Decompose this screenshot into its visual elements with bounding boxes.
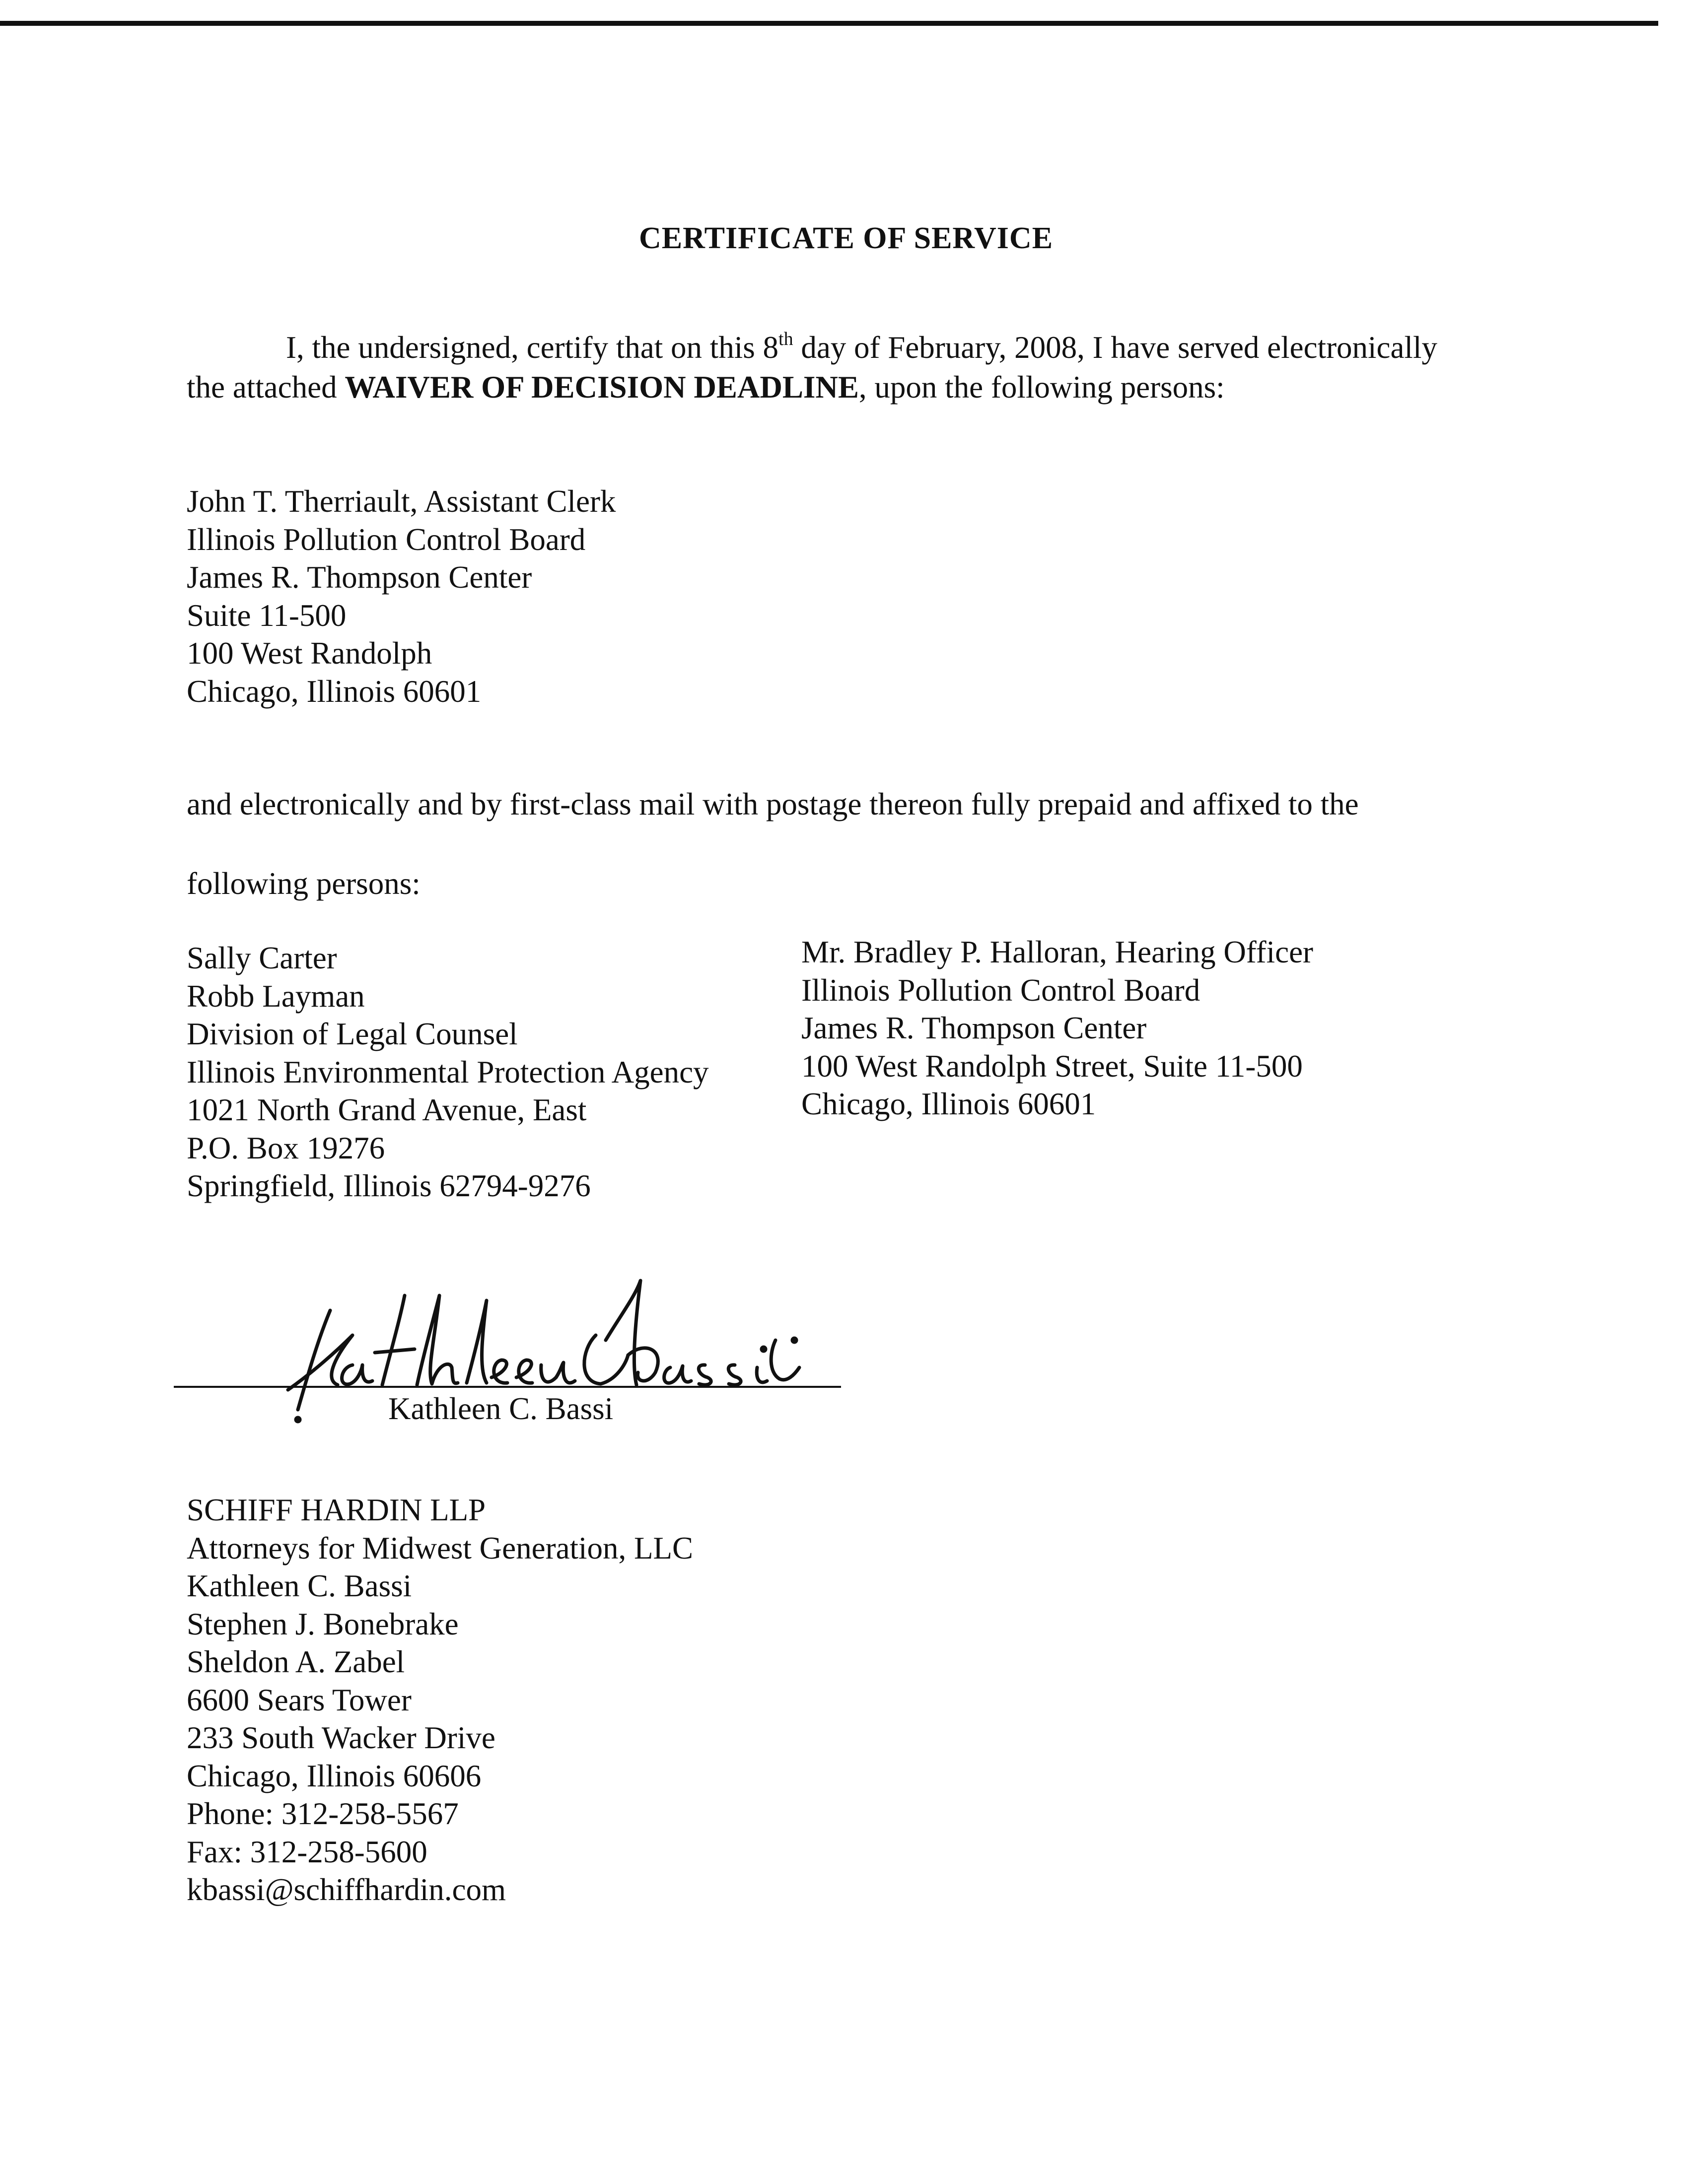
firm-line: Stephen J. Bonebrake [187, 1606, 459, 1641]
address-line: Chicago, Illinois 60601 [801, 1087, 1096, 1121]
firm-fax: Fax: 312-258-5600 [187, 1834, 427, 1869]
address-line: Suite 11-500 [187, 598, 347, 633]
signer-printed-name: Kathleen C. Bassi [388, 1391, 614, 1426]
firm-email: kbassi@schiffhardin.com [187, 1872, 506, 1907]
signature-line [174, 1386, 841, 1388]
address-line: 100 West Randolph [187, 636, 432, 671]
firm-line: Attorneys for Midwest Generation, LLC [187, 1530, 694, 1566]
firm-line: SCHIFF HARDIN LLP [187, 1493, 486, 1527]
intro-paragraph [187, 328, 1478, 407]
intro-superscript: th [778, 329, 793, 349]
address-line: Illinois Pollution Control Board [187, 522, 586, 557]
address-line: Springfield, Illinois 62794-9276 [187, 1168, 591, 1203]
left-recipient-address [187, 939, 709, 1205]
address-line: Division of Legal Counsel [187, 1017, 518, 1051]
intro-indent [187, 330, 286, 365]
firm-phone: Phone: 312-258-5567 [187, 1796, 459, 1831]
firm-line: 233 South Wacker Drive [187, 1720, 495, 1755]
address-line: James R. Thompson Center [187, 560, 532, 595]
top-rule [0, 21, 1658, 26]
address-line: Illinois Environmental Protection Agency [187, 1054, 709, 1090]
intro-part1: I, the undersigned, certify that on this 8 [286, 330, 779, 365]
first-recipient-address [187, 482, 616, 710]
document-name: WAIVER OF DECISION DEADLINE [345, 370, 859, 405]
firm-signature-block [187, 1491, 693, 1909]
firm-line: 6600 Sears Tower [187, 1682, 412, 1717]
address-line: Robb Layman [187, 978, 365, 1014]
intro-part3: , upon the following persons: [858, 370, 1225, 405]
firm-line: Chicago, Illinois 60606 [187, 1758, 482, 1793]
address-line: Chicago, Illinois 60601 [187, 674, 482, 709]
address-line: P.O. Box 19276 [187, 1130, 385, 1165]
document-title: CERTIFICATE OF SERVICE [638, 221, 1054, 255]
address-line: 1021 North Grand Avenue, East [187, 1092, 587, 1127]
address-line: John T. Therriault, Assistant Clerk [187, 484, 616, 519]
mail-statement-line2: following persons: [187, 866, 421, 901]
address-line: 100 West Randolph Street, Suite 11-500 [801, 1048, 1303, 1084]
right-recipient-address [801, 933, 1313, 1123]
address-line: Illinois Pollution Control Board [801, 972, 1200, 1008]
firm-line: Sheldon A. Zabel [187, 1644, 405, 1679]
mail-statement-line1: and electronically and by first-class mail with postage thereon fully prepaid and affixed to the [187, 787, 1359, 821]
firm-line: Kathleen C. Bassi [187, 1569, 412, 1603]
intro-part2: day of February, 2008, I have served electronically the attached [187, 330, 1437, 405]
address-line: Mr. Bradley P. Halloran, Hearing Officer [801, 935, 1314, 969]
address-line: James R. Thompson Center [801, 1011, 1147, 1045]
address-line: Sally Carter [187, 941, 337, 975]
